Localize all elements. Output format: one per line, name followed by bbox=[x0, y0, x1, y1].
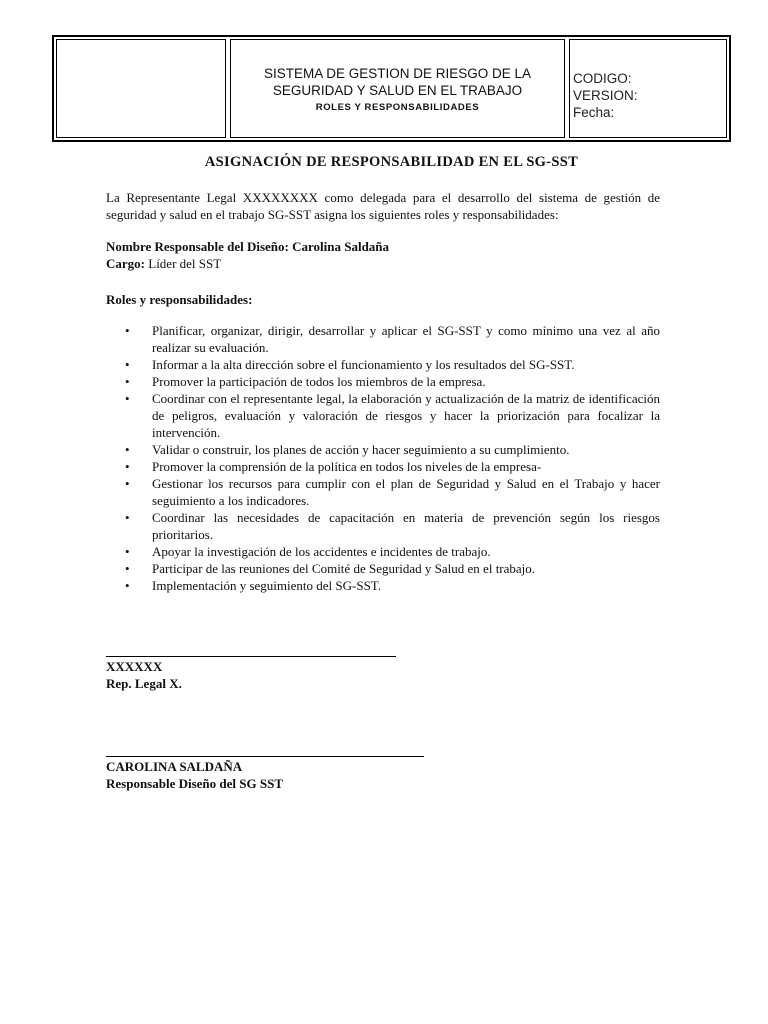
cargo-line bbox=[106, 255, 660, 272]
list-item: • Participar de las reuniones del Comité de Seguridad y Salud en el trabajo. bbox=[106, 560, 660, 577]
version-label: VERSION: bbox=[573, 88, 638, 103]
list-item: • Implementación y seguimiento del SG-SST. bbox=[106, 577, 660, 594]
list-item: • Planificar, organizar, dirigir, desarrollar y aplicar el SG-SST y como mínimo una vez al año realizar su evaluación. bbox=[106, 322, 660, 356]
intro-paragraph: La Representante Legal XXXXXXXX como delegada para el desarrollo del sistema de gestión de seguridad y salud en el trabajo SG-SST asigna los siguientes roles y responsabilidades: bbox=[106, 190, 660, 222]
signature-block-rep bbox=[106, 658, 182, 692]
list-item: • Coordinar con el representante legal, la elaboración y actualización de la matriz de identificación de peligros, evaluación y valoración de riesgos y hacer la priorización para focalizar la intervención. bbox=[106, 390, 660, 441]
header-title-cell bbox=[230, 39, 565, 138]
design-responsible-label: Nombre Responsable del Diseño: bbox=[106, 239, 289, 254]
header-meta-cell bbox=[569, 39, 727, 138]
responsible-title: Responsable Diseño del SG SST bbox=[106, 776, 283, 791]
list-item: • Apoyar la investigación de los accidentes e incidentes de trabajo. bbox=[106, 543, 660, 560]
header-subtitle: ROLES Y RESPONSABILIDADES bbox=[315, 101, 480, 113]
codigo-label: CODIGO: bbox=[573, 71, 632, 86]
document-body bbox=[106, 189, 660, 594]
fecha-label: Fecha: bbox=[573, 105, 615, 120]
list-item: • Coordinar las necesidades de capacitación en materia de prevención según los riesgos prioritarios. bbox=[106, 509, 660, 543]
signature-line-rep bbox=[106, 656, 396, 657]
header-table bbox=[52, 35, 731, 142]
document-title: ASIGNACIÓN DE RESPONSABILIDAD EN EL SG-SST bbox=[204, 154, 579, 170]
list-item: • Promover la participación de todos los miembros de la empresa. bbox=[106, 373, 660, 390]
cargo-label: Cargo: bbox=[106, 256, 145, 271]
roles-heading: Roles y responsabilidades: bbox=[106, 292, 253, 307]
rep-name: XXXXXX bbox=[106, 659, 163, 674]
list-item: • Validar o construir, los planes de acción y hacer seguimiento a su cumplimiento. bbox=[106, 441, 660, 458]
list-item: • Informar a la alta dirección sobre el funcionamiento y los resultados del SG-SST. bbox=[106, 356, 660, 373]
responsible-name: CAROLINA SALDAÑA bbox=[106, 759, 243, 774]
list-item: • Promover la comprensión de la política en todos los niveles de la empresa- bbox=[106, 458, 660, 475]
design-responsible-name: Carolina Saldaña bbox=[292, 239, 390, 254]
roles-list bbox=[106, 322, 660, 594]
signature-block-responsible bbox=[106, 758, 283, 792]
design-responsible-line bbox=[106, 238, 660, 255]
logo-cell bbox=[56, 39, 226, 138]
system-title: SISTEMA DE GESTION DE RIESGO DE LA SEGURIDAD Y SALUD EN EL TRABAJO bbox=[263, 65, 532, 98]
cargo-value: Líder del SST bbox=[148, 256, 222, 271]
list-item: • Gestionar los recursos para cumplir con el plan de Seguridad y Salud en el Trabajo y hacer seguimiento a los indicadores. bbox=[106, 475, 660, 509]
rep-title: Rep. Legal X. bbox=[106, 676, 182, 691]
signature-line-responsible bbox=[106, 756, 424, 757]
